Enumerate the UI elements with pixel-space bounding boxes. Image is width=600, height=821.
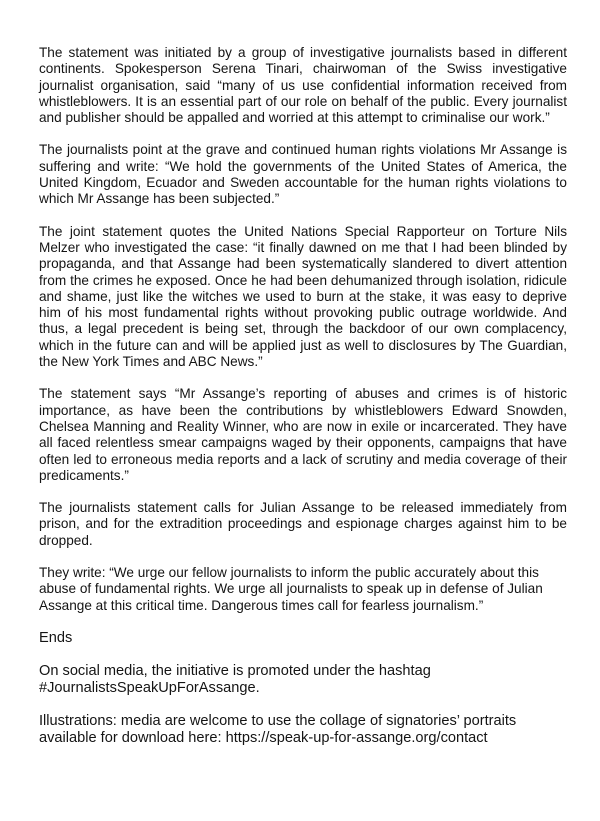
document-body: [39, 45, 567, 763]
paragraph-hashtag: On social media, the initiative is promoted under the hashtag #JournalistsSpeakUpForAssange.: [39, 663, 431, 697]
paragraph-urge-journalists: They write: “We urge our fellow journalists to inform the public accurately about this abuse of fundamental rights. We urge all journalists to speak up in defense of Julian Assange at this critical time. Dangerous times call for fearless journalism.”: [39, 565, 543, 613]
paragraph-ends: Ends: [39, 629, 73, 646]
paragraph-human-rights: The journalists point at the grave and continued human rights violations Mr Assange is suffering and write: “We hold the governments of the United States of America, the United Kingdom, Ecuador and Sweden accountable for the human rights violations to which Mr Assange has been subjected.”: [39, 142, 567, 207]
paragraph-illustrations: Illustrations: media are welcome to use the collage of signatories’ portraits available for download here: https://speak-up-for-assange.org/contact: [39, 713, 517, 747]
paragraph-initiation: The statement was initiated by a group of investigative journalists based in different continents. Spokesperson Serena Tinari, chairwoman of the Swiss investigative journalist organisation, said “many of us use confidential information received from whistleblowers. It is an essential part of our role on behalf of the public. Every journalist and publisher should be appalled and worried at this attempt to criminalise our work.”: [39, 45, 567, 126]
paragraph-release-call: The journalists statement calls for Julian Assange to be released immediately from prison, and for the extradition proceedings and espionage charges against him to be dropped.: [39, 500, 567, 548]
paragraph-whistleblowers: The statement says “Mr Assange’s reporting of abuses and crimes is of historic importance, as have been the contributions by whistleblowers Edward Snowden, Chelsea Manning and Reality Winner, who are now in exile or incarcerated. They have all faced relentless smear campaigns waged by their opponents, campaigns that have often led to erroneous media reports and a lack of scrutiny and media coverage of their predicaments.”: [39, 386, 567, 483]
paragraph-melzer-quote: The joint statement quotes the United Nations Special Rapporteur on Torture Nils Melzer who investigated the case: “it finally dawned on me that I had been blinded by propaganda, and that Assange had been systematically slandered to divert attention from the crimes he exposed. Once he had been dehumanized through isolation, ridicule and shame, just like the witches we used to burn at the stake, it was easy to deprive him of his most fundamental rights without provoking public outrage worldwide. And thus, a legal precedent is being set, through the backdoor of our own complacency, which in the future can and will be applied just as well to disclosures by The Guardian, the New York Times and ABC News.”: [39, 223, 567, 370]
